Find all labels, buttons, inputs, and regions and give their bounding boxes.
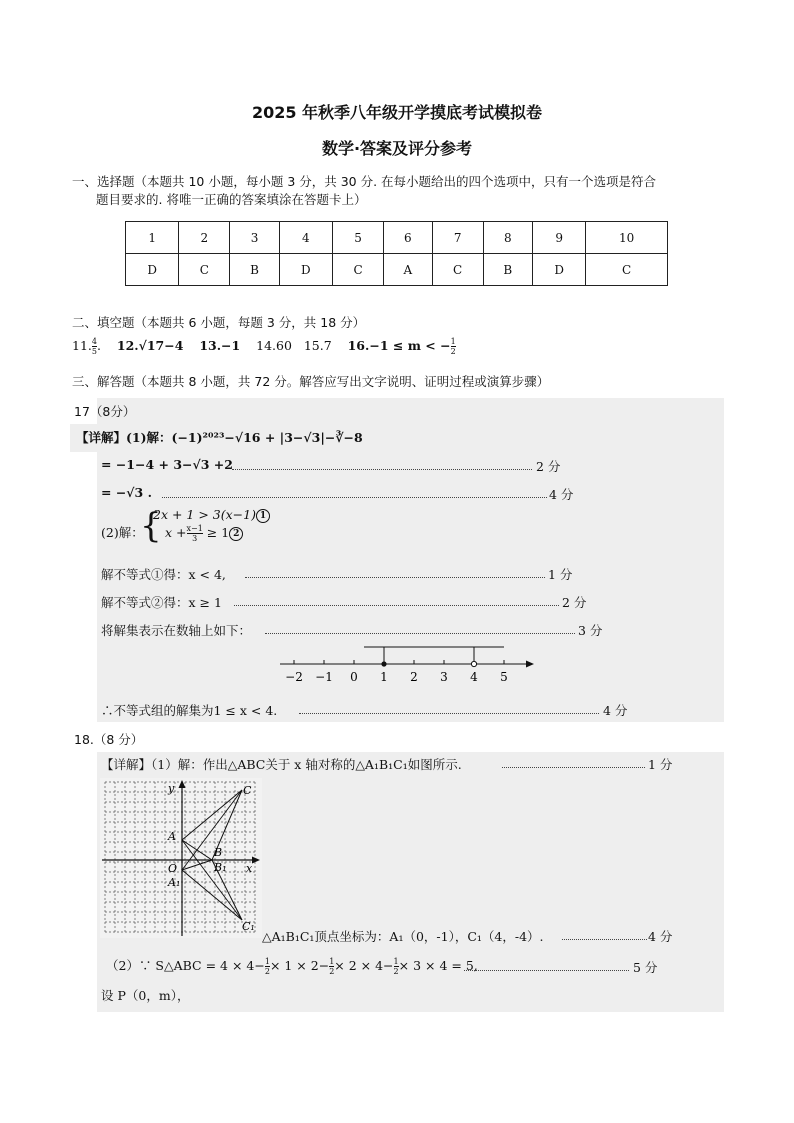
- q18-area-dots: [464, 960, 629, 971]
- fraction-denominator: 2: [329, 967, 335, 976]
- fraction-denominator: 2: [393, 967, 399, 976]
- q18-coords: △A₁B₁C₁顶点坐标为：A₁（0，-1），C₁（4，-4）.: [262, 929, 544, 944]
- answer-cell: C: [432, 254, 483, 286]
- q17-detail: 【详解】(1)解：(−1)²⁰²³−√16 + |3−√3|−∛−8: [76, 430, 363, 445]
- closed-endpoint: [381, 661, 386, 666]
- q18-detail: 【详解】（1）解：作出△ABC关于 x 轴对称的△A₁B₁C₁如图所示.: [101, 757, 462, 772]
- q17-sol3-score: 3 分: [578, 623, 603, 638]
- answer-cell: B: [230, 254, 279, 286]
- answer-cell: C: [586, 254, 668, 286]
- q17-conclusion-score: 4 分: [603, 703, 628, 718]
- q18-coords-dots: [562, 929, 647, 940]
- q17-step2-dots: [162, 487, 547, 498]
- fraction-numerator: 1: [450, 337, 456, 346]
- label-y: y: [168, 782, 175, 795]
- q17-sol1-score: 1 分: [548, 567, 573, 582]
- inequality-text: 2x + 1 > 3(x−1): [153, 507, 256, 522]
- question-number: 4: [279, 222, 332, 254]
- answer-15: 15.7: [303, 338, 332, 353]
- fraction-numerator: 1: [393, 957, 399, 966]
- question-number: 7: [432, 222, 483, 254]
- q17-sol2-score: 2 分: [562, 595, 587, 610]
- page-title: 2025 年秋季八年级开学摸底考试模拟卷: [251, 103, 543, 122]
- label-a1: A₁: [168, 876, 181, 889]
- q17-inequality-1: [153, 507, 270, 523]
- label-b1: B₁: [214, 861, 227, 874]
- answer-table-answer-row: [126, 254, 668, 286]
- inequality-fraction: [187, 524, 203, 543]
- q17-sol1-dots: [245, 567, 545, 578]
- q18-set-p: 设 P（0，m），: [101, 988, 190, 1003]
- number-line: [270, 638, 550, 688]
- answer-14: 14.60: [256, 338, 292, 353]
- answer-11-suffix: .: [96, 338, 101, 353]
- question-number: 5: [332, 222, 383, 254]
- fraction-denominator: 5: [91, 347, 97, 356]
- system-brace: {: [140, 506, 162, 546]
- answer-cell: D: [279, 254, 332, 286]
- q18-area-score: 5 分: [633, 960, 658, 975]
- q18-label: 18.（8 分）: [74, 732, 144, 747]
- answer-table-number-row: [126, 222, 668, 254]
- answer-cell: C: [332, 254, 383, 286]
- section2-heading: 二、填空题（本题共 6 小题，每题 3 分，共 18 分）: [72, 315, 366, 330]
- question-number: 3: [230, 222, 279, 254]
- q17-label: 17（8分）: [74, 404, 136, 419]
- inequality-left: x +: [165, 525, 187, 540]
- q17-step2: = −√3 .: [101, 485, 152, 500]
- question-number: 8: [483, 222, 532, 254]
- answer-12: 12.√17−4: [116, 338, 184, 353]
- tick-label: 0: [350, 670, 358, 684]
- answer-13: 13.−1: [199, 338, 241, 353]
- label-x: x: [246, 862, 253, 875]
- question-number: 9: [532, 222, 585, 254]
- answer-16-prefix: 16.−1 ≤ m < −: [347, 338, 451, 353]
- answer-cell: D: [532, 254, 585, 286]
- q17-sol1: 解不等式①得：x < 4,: [101, 567, 226, 582]
- label-b: B: [214, 846, 223, 859]
- q17-conclusion: ∴不等式组的解集为1 ≤ x < 4.: [101, 703, 278, 718]
- area-prefix: （2）∵ S△ABC = 4 × 4−: [106, 958, 265, 973]
- question-number: 1: [126, 222, 179, 254]
- section3-heading: 三、解答题（本题共 8 小题，共 72 分。解答应写出文字说明、证明过程或演算步骤）: [72, 374, 550, 389]
- fraction-numerator: 1: [329, 957, 335, 966]
- tick-label: 2: [410, 670, 418, 684]
- answer-11-prefix: 11.: [72, 338, 92, 353]
- q17-step1: = −1−4 + 3−√3 +2: [101, 457, 233, 472]
- fill-in-answers: [72, 337, 456, 356]
- question-number: 10: [586, 222, 668, 254]
- fraction-denominator: 3: [192, 534, 198, 543]
- answer-cell: D: [126, 254, 179, 286]
- circled-number-1: 1: [256, 509, 270, 523]
- q17-step1-score: 2 分: [536, 459, 561, 474]
- q17-step1-dots: [232, 459, 532, 470]
- fraction-numerator: x−1: [186, 524, 203, 533]
- circled-number-2: 2: [229, 527, 243, 541]
- area-mid1: × 1 × 2−: [269, 958, 330, 973]
- answer-table: [125, 221, 668, 286]
- answer-cell: A: [384, 254, 433, 286]
- fraction-denominator: 2: [450, 347, 456, 356]
- q18-coords-score: 4 分: [648, 929, 673, 944]
- q17-sol2-dots: [234, 595, 559, 606]
- inequality-right: ≥ 1: [206, 525, 230, 540]
- q18-area: [106, 956, 478, 976]
- answer-16-fraction: [451, 337, 456, 356]
- fraction-numerator: 1: [264, 957, 270, 966]
- area-mid2: × 2 × 4−: [334, 958, 394, 973]
- fraction-numerator: 4: [91, 337, 97, 346]
- label-c1: C₁: [242, 920, 255, 933]
- question-number: 2: [179, 222, 230, 254]
- page-subtitle: 数学·答案及评分参考: [321, 139, 473, 158]
- coordinate-grid-figure: [100, 778, 262, 938]
- q17-sol3: 将解集表示在数轴上如下：: [101, 623, 252, 638]
- tick-label: 1: [380, 670, 388, 684]
- q17-sol2: 解不等式②得：x ≥ 1: [101, 595, 222, 610]
- question-number: 6: [384, 222, 433, 254]
- q17-conclusion-dots: [299, 703, 599, 714]
- tick-label: 4: [470, 670, 478, 684]
- label-a: A: [168, 830, 176, 843]
- q17-inequality-2: [165, 524, 243, 543]
- q17-step2-score: 4 分: [549, 487, 574, 502]
- area-mid3: × 3 × 4 = 5,: [398, 958, 478, 973]
- label-o: O: [168, 862, 178, 875]
- section1-heading-line1: 一、选择题（本题共 10 小题，每小题 3 分，共 30 分. 在每小题给出的四个选项中，只有一个选项是符合: [72, 174, 657, 189]
- tick-label: −1: [315, 670, 333, 684]
- section1-heading-line2: 题目要求的. 将唯一正确的答案填涂在答题卡上）: [96, 192, 367, 207]
- q18-detail-score: 1 分: [648, 757, 673, 772]
- answer-cell: B: [483, 254, 532, 286]
- tick-label: −2: [285, 670, 303, 684]
- label-c: C: [243, 784, 252, 797]
- q17-sol3-dots: [265, 623, 575, 634]
- fraction-denominator: 2: [264, 967, 270, 976]
- tick-label: 3: [440, 670, 448, 684]
- tick-label: 5: [500, 670, 508, 684]
- open-endpoint: [471, 661, 476, 666]
- answer-cell: C: [179, 254, 230, 286]
- q17-part2-label: (2)解：: [101, 525, 144, 540]
- q18-detail-dots: [502, 757, 645, 768]
